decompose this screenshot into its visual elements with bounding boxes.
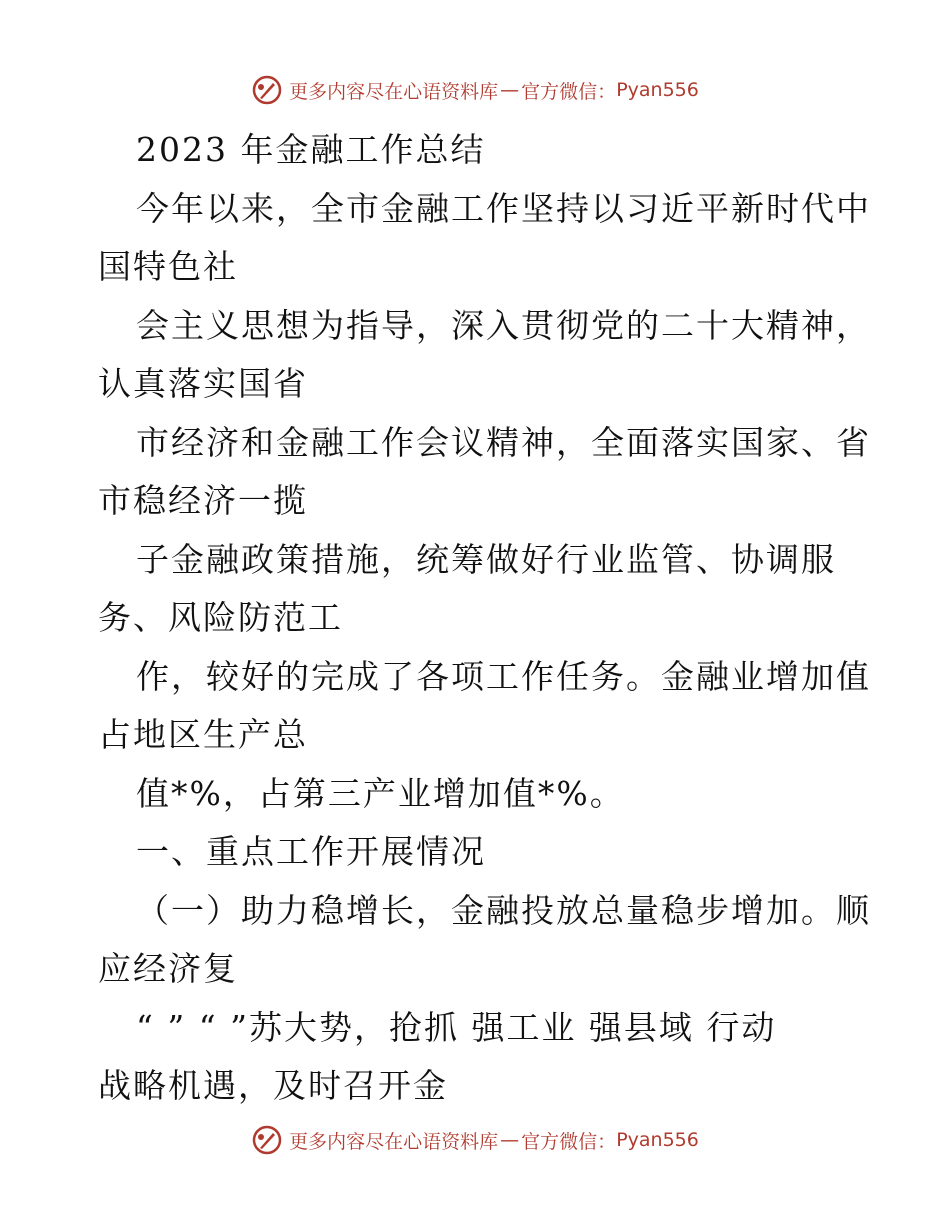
text-line: 占地区生产总 [98,715,308,754]
watermark-official-label: 官方微信： [521,1130,617,1153]
watermark-text: 更多内容尽在心语资料库 [289,1130,499,1153]
document-body [98,121,871,1116]
watermark-footer [0,1120,950,1160]
text-line: （一）助力稳增长，金融投放总量稳步增加。顺 [136,890,871,930]
text-line: 务、风险防范工 [98,598,343,637]
text-line: “ ” “ ”苏大势，抢抓 强工业 强县域 行动 [136,1007,777,1047]
watermark-separator: — [500,1129,520,1151]
watermark-account: Pyan556 [616,79,699,101]
text-line: 子金融政策措施，统筹做好行业监管、协调服 [136,539,836,579]
text-line: 市经济和金融工作会议精神，全面落实国家、省 [136,422,871,462]
text-line: 国特色社 [98,247,238,286]
text-line: 作，较好的完成了各项工作任务。金融业增加值 [136,656,871,696]
text-line: 应经济复 [98,949,238,988]
quill-logo-icon [251,1124,283,1156]
text-line: 值*%，占第三产业增加值*%。 [136,773,625,813]
watermark-official-label: 官方微信： [521,80,617,103]
document-title: 2023 年金融工作总结 [136,130,486,169]
watermark-text: 更多内容尽在心语资料库 [289,80,499,103]
text-line: 会主义思想为指导，深入贯彻党的二十大精神， [136,305,871,345]
text-line: 今年以来，全市金融工作坚持以习近平新时代中 [136,188,871,228]
watermark-account: Pyan556 [616,1129,699,1151]
text-line: 战略机遇，及时召开金 [98,1066,448,1105]
text-line: 认真落实国省 [98,364,308,403]
text-line: 一、重点工作开展情况 [136,832,486,871]
watermark-header [0,70,950,110]
text-line: 市稳经济一揽 [98,481,308,520]
quill-logo-icon [251,74,283,106]
watermark-separator: — [500,79,520,101]
